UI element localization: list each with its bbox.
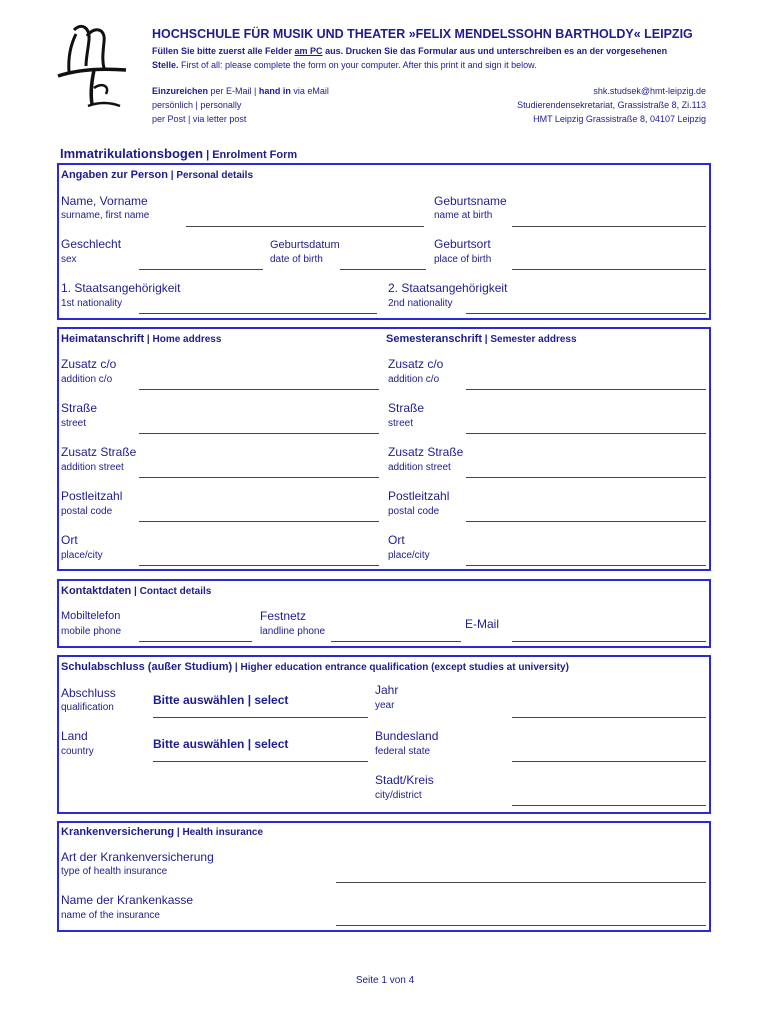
country-select[interactable]: Bitte auswählen | select xyxy=(153,737,289,751)
home-address-field-5[interactable] xyxy=(139,565,379,566)
contact-email[interactable]: shk.studsek@hmt-leipzig.de xyxy=(593,86,706,96)
nationality1-field[interactable] xyxy=(139,313,377,314)
semester-address-label-1: Zusatz c/o xyxy=(388,357,444,371)
dob-field[interactable] xyxy=(340,269,426,270)
hmt-logo xyxy=(56,22,128,108)
insurance-type-label-en: type of health insurance xyxy=(61,866,168,877)
nationality2-label-en: 2nd nationality xyxy=(388,298,453,309)
state-label-en: federal state xyxy=(375,746,431,757)
semester-address-label-en-3: addition street xyxy=(388,462,451,473)
city-district-field[interactable] xyxy=(512,805,706,806)
home-address-label-5: Ort xyxy=(61,533,78,547)
home-address-heading: Heimatanschrift | Home address xyxy=(61,333,222,345)
insurance-name-label: Name der Krankenkasse xyxy=(61,893,194,907)
year-field[interactable] xyxy=(512,717,706,718)
contact-info: shk.studsek@hmt-leipzig.de Studierendensekretariat, Grassistraße 8, Zi.113 HMT Leipzig Grassistraße 8, 04107 Leipzig xyxy=(517,86,706,124)
home-address-label-en-1: addition c/o xyxy=(61,374,113,385)
semester-address-label-5: Ort xyxy=(388,533,405,547)
contact-heading: Kontaktdaten | Contact details xyxy=(61,585,212,597)
sex-field[interactable] xyxy=(139,269,263,270)
home-address-label-en-2: street xyxy=(61,418,87,429)
landline-label: Festnetz xyxy=(260,609,307,623)
personal-details-heading: Angaben zur Person | Personal details xyxy=(61,169,254,181)
insurance-type-field[interactable] xyxy=(336,882,706,883)
semester-address-field-4[interactable] xyxy=(466,521,706,522)
country-label-en: country xyxy=(61,746,94,757)
home-address-label-en-5: place/city xyxy=(61,550,103,561)
nationality1-label-en: 1st nationality xyxy=(61,298,123,309)
insurance-type-label: Art der Krankenversicherung xyxy=(61,850,214,864)
year-label: Jahr xyxy=(375,683,399,697)
city-district-label: Stadt/Kreis xyxy=(375,773,434,787)
nationality2-label: 2. Staatsangehörigkeit xyxy=(388,281,508,295)
home-address-field-4[interactable] xyxy=(139,521,379,522)
form-title: Immatrikulationsbogen | Enrolment Form xyxy=(60,146,298,161)
landline-label-en: landline phone xyxy=(260,626,326,637)
semester-address-label-2: Straße xyxy=(388,401,425,415)
semester-address-heading: Semesteranschrift | Semester address xyxy=(386,333,577,345)
home-address-label-2: Straße xyxy=(61,401,98,415)
name-label: Name, Vorname xyxy=(61,194,148,208)
country-field xyxy=(153,761,368,762)
landline-field[interactable] xyxy=(331,641,461,642)
semester-address-label-en-2: street xyxy=(388,418,414,429)
dob-label-en: date of birth xyxy=(270,254,323,265)
home-address-label-1: Zusatz c/o xyxy=(61,357,117,371)
pob-field[interactable] xyxy=(512,269,706,270)
instructions-en: Stelle. First of all: please complete the form on your computer. After this print it and sign it below. xyxy=(152,60,537,70)
home-address-field-1[interactable] xyxy=(139,389,379,390)
address-section xyxy=(57,327,711,571)
state-field[interactable] xyxy=(512,761,706,762)
birthname-label: Geburtsname xyxy=(434,194,507,208)
pob-label: Geburtsort xyxy=(434,237,491,251)
qualification-select[interactable]: Bitte auswählen | select xyxy=(153,693,289,707)
semester-address-label-en-4: postal code xyxy=(388,506,440,517)
name-label-en: surname, first name xyxy=(61,210,150,221)
mobile-label: Mobiltelefon xyxy=(61,610,121,622)
semester-address-field-3[interactable] xyxy=(466,477,706,478)
semester-address-field-1[interactable] xyxy=(466,389,706,390)
dob-label: Geburtsdatum xyxy=(270,239,340,251)
email-field[interactable] xyxy=(512,641,706,642)
sex-label-en: sex xyxy=(61,254,77,265)
personal-details-section xyxy=(57,163,711,320)
mobile-field[interactable] xyxy=(139,641,252,642)
email-label: E-Mail xyxy=(465,617,500,631)
mobile-label-en: mobile phone xyxy=(61,626,122,637)
school-heading: Schulabschluss (außer Studium) | Higher education entrance qualification (except studies at university) xyxy=(61,661,569,673)
nationality2-field[interactable] xyxy=(466,313,706,314)
semester-address-label-en-1: addition c/o xyxy=(388,374,440,385)
school-title: HOCHSCHULE FÜR MUSIK UND THEATER »FELIX MENDELSSOHN BARTHOLDY« LEIPZIG xyxy=(152,27,693,41)
birthname-label-en: name at birth xyxy=(434,210,493,221)
sex-label: Geschlecht xyxy=(61,237,122,251)
home-address-label-en-3: addition street xyxy=(61,462,124,473)
pob-label-en: place of birth xyxy=(434,254,492,265)
city-district-label-en: city/district xyxy=(375,790,422,801)
name-field[interactable] xyxy=(186,226,424,227)
home-address-field-3[interactable] xyxy=(139,477,379,478)
insurance-name-label-en: name of the insurance xyxy=(61,910,160,921)
insurance-name-field[interactable] xyxy=(336,925,706,926)
semester-address-label-en-5: place/city xyxy=(388,550,430,561)
page-number: Seite 1 von 4 xyxy=(355,975,415,986)
qualification-label: Abschluss xyxy=(61,686,116,700)
nationality1-label: 1. Staatsangehörigkeit xyxy=(61,281,181,295)
semester-address-label-4: Postleitzahl xyxy=(388,489,450,503)
home-address-field-2[interactable] xyxy=(139,433,379,434)
instructions-de: Füllen Sie bitte zuerst alle Felder am PC aus. Drucken Sie das Formular aus und unterschreiben es an der vorgesehenen xyxy=(152,46,668,56)
country-label: Land xyxy=(61,729,88,743)
insurance-heading: Krankenversicherung | Health insurance xyxy=(61,826,264,838)
semester-address-label-3: Zusatz Straße xyxy=(388,445,464,459)
birthname-field[interactable] xyxy=(512,226,706,227)
qualification-field xyxy=(153,717,368,718)
semester-address-field-5[interactable] xyxy=(466,565,706,566)
submission-methods: Einzureichen per E-Mail | hand in via eMail persönlich | personally per Post | via letter post xyxy=(152,86,329,124)
year-label-en: year xyxy=(375,700,395,711)
home-address-label-4: Postleitzahl xyxy=(61,489,123,503)
semester-address-field-2[interactable] xyxy=(466,433,706,434)
qualification-label-en: qualification xyxy=(61,702,114,713)
home-address-label-en-4: postal code xyxy=(61,506,113,517)
state-label: Bundesland xyxy=(375,729,439,743)
home-address-label-3: Zusatz Straße xyxy=(61,445,137,459)
